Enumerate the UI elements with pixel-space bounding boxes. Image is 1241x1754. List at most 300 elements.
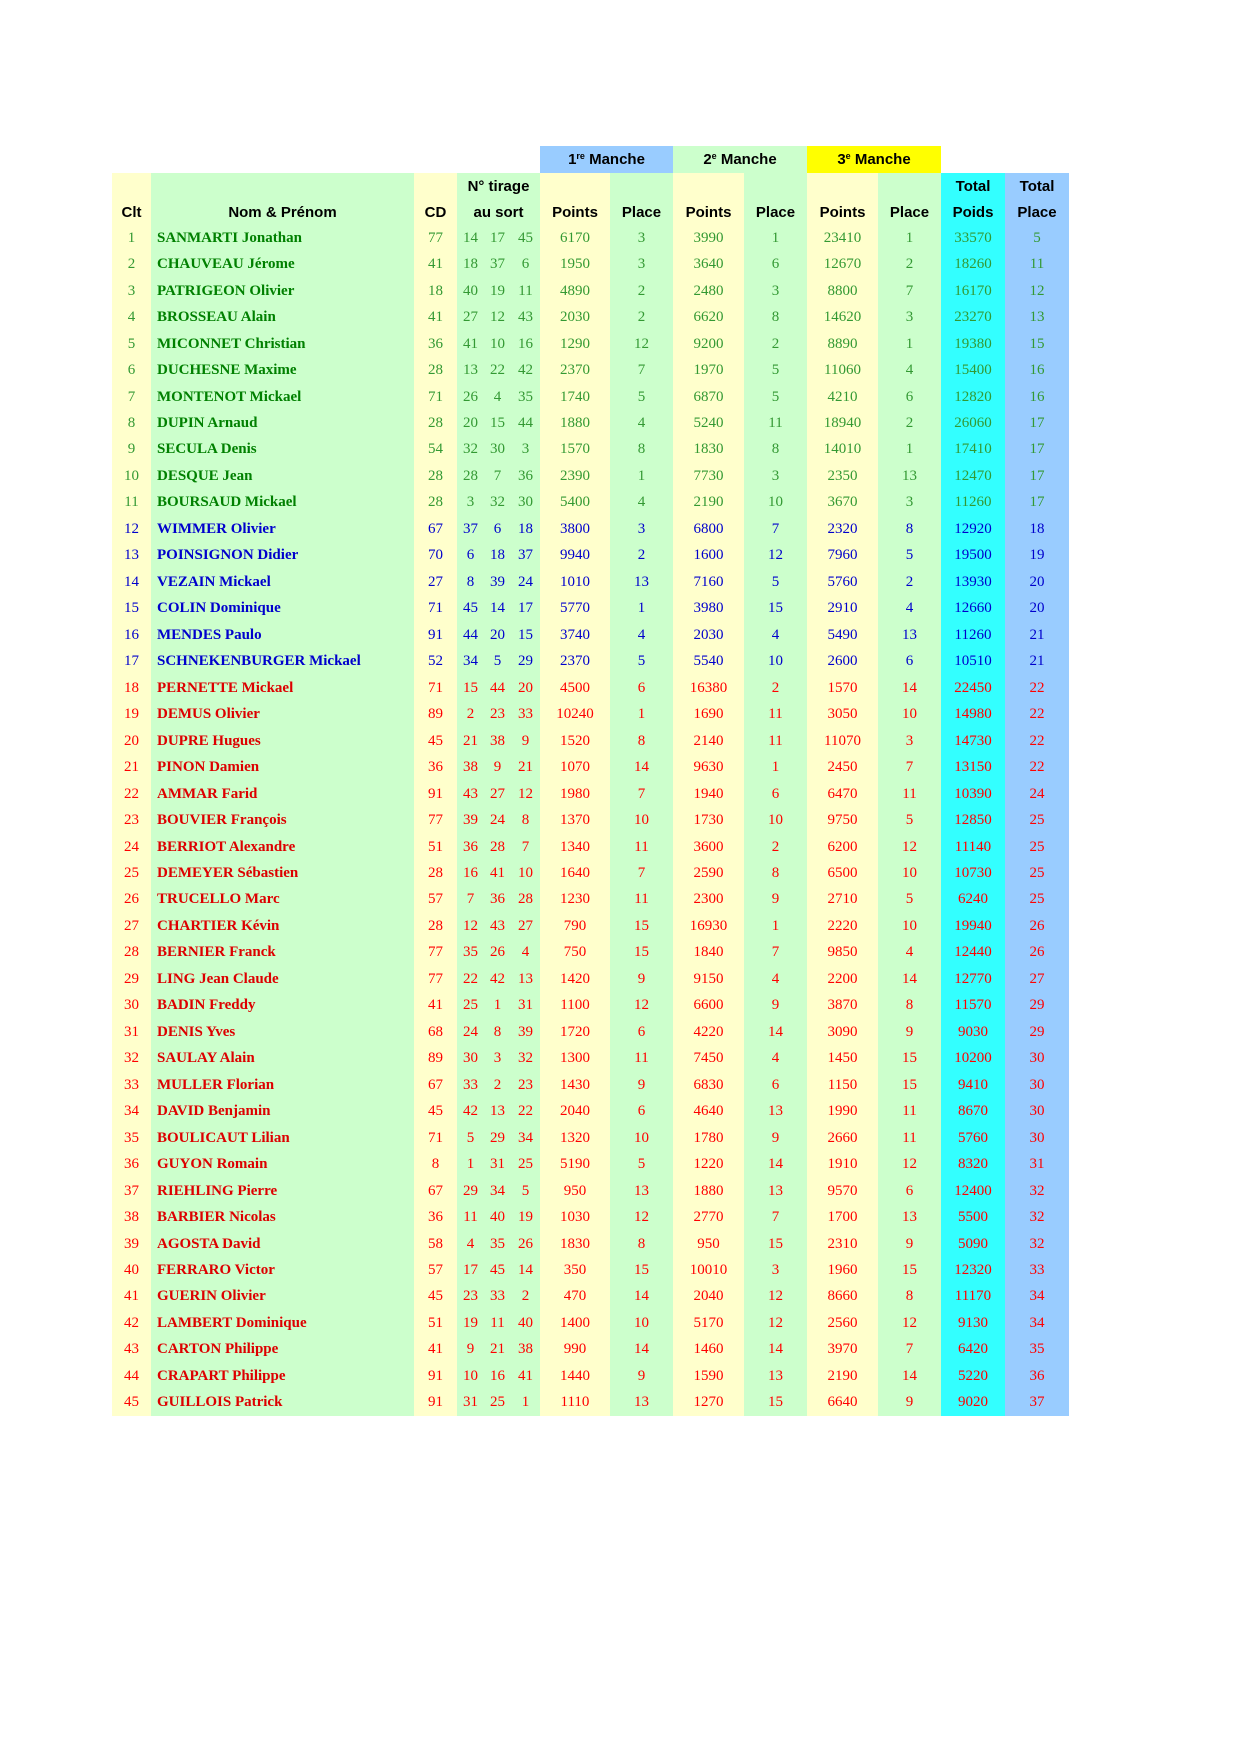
name-cell: CARTON Philippe (151, 1337, 414, 1363)
m3-place-cell: 9 (878, 1231, 941, 1257)
tirage-cell: 5 (511, 1178, 540, 1204)
m2-points-cell: 6830 (673, 1072, 744, 1098)
tirage-cell: 44 (511, 410, 540, 436)
m3-place-cell: 12 (878, 1310, 941, 1336)
m1-place-cell: 14 (610, 1337, 673, 1363)
m3-place-cell: 15 (878, 1072, 941, 1098)
name-cell: COLIN Dominique (151, 596, 414, 622)
total-place-cell: 22 (1005, 701, 1069, 727)
m1-points-cell: 1370 (540, 807, 610, 833)
m2-place-cell: 7 (744, 940, 807, 966)
cd-cell: 67 (414, 1178, 457, 1204)
m3-place-cell: 1 (878, 331, 941, 357)
total-place-header: Place (1005, 199, 1069, 225)
rank-cell: 29 (112, 966, 151, 992)
m1-place-cell: 7 (610, 781, 673, 807)
m3-points-cell: 8800 (807, 278, 878, 304)
m3-points-cell: 5490 (807, 622, 878, 648)
m3-points-cell: 2600 (807, 649, 878, 675)
tirage-cell: 7 (457, 887, 484, 913)
name-cell: DEMUS Olivier (151, 701, 414, 727)
m2-points-cell: 7160 (673, 569, 744, 595)
tirage-cell: 20 (457, 410, 484, 436)
m3-place-cell: 10 (878, 860, 941, 886)
m1-place-cell: 1 (610, 701, 673, 727)
name-cell: SCHNEKENBURGER Mickael (151, 649, 414, 675)
total-poids-cell: 9030 (941, 1019, 1005, 1045)
m1-points-cell: 3800 (540, 516, 610, 542)
total-place-cell: 5 (1005, 225, 1069, 251)
tirage-cell: 23 (511, 1072, 540, 1098)
tirage-cell: 5 (457, 1125, 484, 1151)
cd-cell: 70 (414, 543, 457, 569)
tirage-cell: 2 (457, 701, 484, 727)
m3-place-cell: 3 (878, 304, 941, 330)
rank-cell: 5 (112, 331, 151, 357)
total-poids-cell: 17410 (941, 437, 1005, 463)
cd-cell: 41 (414, 251, 457, 277)
tirage-cell: 29 (457, 1178, 484, 1204)
rank-cell: 24 (112, 834, 151, 860)
m1-points-cell: 6170 (540, 225, 610, 251)
tirage-cell: 6 (511, 251, 540, 277)
m1-points-cell: 5770 (540, 596, 610, 622)
m3-points-cell: 2560 (807, 1310, 878, 1336)
total-place-cell: 32 (1005, 1178, 1069, 1204)
m1-points-cell: 1740 (540, 384, 610, 410)
tirage-cell: 36 (484, 887, 511, 913)
m2-points-cell: 16930 (673, 913, 744, 939)
cd-cell: 68 (414, 1019, 457, 1045)
tirage-cell: 32 (457, 437, 484, 463)
total-poids-cell: 11570 (941, 993, 1005, 1019)
cd-cell: 54 (414, 437, 457, 463)
tirage-cell: 9 (457, 1337, 484, 1363)
m1-place-cell: 13 (610, 569, 673, 595)
cd-cell: 67 (414, 516, 457, 542)
tirage-cell: 29 (484, 1125, 511, 1151)
total-poids-cell: 12920 (941, 516, 1005, 542)
m2-place-cell: 15 (744, 596, 807, 622)
table-row (112, 754, 1069, 780)
table-row (112, 251, 1069, 277)
m1-place-cell: 13 (610, 1178, 673, 1204)
rank-cell: 7 (112, 384, 151, 410)
name-cell: BOURSAUD Mickael (151, 490, 414, 516)
total-poids-cell: 6240 (941, 887, 1005, 913)
total-poids-cell: 5500 (941, 1204, 1005, 1230)
m3-points-cell: 6200 (807, 834, 878, 860)
name-cell: PINON Damien (151, 754, 414, 780)
total-poids-cell: 12400 (941, 1178, 1005, 1204)
tirage-cell: 36 (457, 834, 484, 860)
m1-points-cell: 1300 (540, 1046, 610, 1072)
tirage-cell: 2 (511, 1284, 540, 1310)
tirage-cell: 9 (484, 754, 511, 780)
total-poids-cell: 19380 (941, 331, 1005, 357)
table-row (112, 807, 1069, 833)
m2-place-cell: 2 (744, 675, 807, 701)
m2-points-cell: 950 (673, 1231, 744, 1257)
tirage-cell: 12 (457, 913, 484, 939)
m2-points-cell: 1600 (673, 543, 744, 569)
m1-place-cell: 4 (610, 410, 673, 436)
m3-points-cell: 9570 (807, 1178, 878, 1204)
table-row (112, 728, 1069, 754)
m2-place-cell: 5 (744, 569, 807, 595)
total-place-cell: 26 (1005, 913, 1069, 939)
cd-cell: 36 (414, 1204, 457, 1230)
table-row (112, 225, 1069, 251)
m2-points-header-top (673, 173, 744, 199)
tirage-cell: 17 (484, 225, 511, 251)
m1-points-cell: 1980 (540, 781, 610, 807)
tirage-cell: 41 (457, 331, 484, 357)
total-poids-cell: 16170 (941, 278, 1005, 304)
name-cell: CRAPART Philippe (151, 1363, 414, 1389)
tirage-cell: 14 (511, 1257, 540, 1283)
m1-place-cell: 6 (610, 675, 673, 701)
table-row (112, 1337, 1069, 1363)
tirage-cell: 44 (484, 675, 511, 701)
tirage-cell: 1 (457, 1151, 484, 1177)
name-cell: VEZAIN Mickael (151, 569, 414, 595)
total-place-cell: 13 (1005, 304, 1069, 330)
table-row (112, 940, 1069, 966)
m2-place-cell: 3 (744, 278, 807, 304)
m1-points-cell: 3740 (540, 622, 610, 648)
tirage-cell: 45 (511, 225, 540, 251)
tirage-cell: 3 (511, 437, 540, 463)
tirage-cell: 40 (511, 1310, 540, 1336)
m2-points-cell: 1590 (673, 1363, 744, 1389)
m1-place-header: Place (610, 199, 673, 225)
tirage-cell: 24 (457, 1019, 484, 1045)
tirage-cell: 10 (511, 860, 540, 886)
tirage-cell: 37 (511, 543, 540, 569)
table-row (112, 490, 1069, 516)
m1-place-cell: 4 (610, 622, 673, 648)
tirage-cell: 15 (511, 622, 540, 648)
m3-place-cell: 8 (878, 516, 941, 542)
rank-cell: 2 (112, 251, 151, 277)
table-row (112, 1072, 1069, 1098)
m3-place-cell: 13 (878, 463, 941, 489)
name-cell: PATRIGEON Olivier (151, 278, 414, 304)
m3-points-cell: 3670 (807, 490, 878, 516)
total-place-cell: 17 (1005, 490, 1069, 516)
tirage-cell: 42 (484, 966, 511, 992)
m3-place-cell: 11 (878, 1125, 941, 1151)
m1-points-cell: 1430 (540, 1072, 610, 1098)
total-place-cell: 29 (1005, 993, 1069, 1019)
tirage-cell: 31 (484, 1151, 511, 1177)
m2-points-header: Points (673, 199, 744, 225)
m1-points-cell: 1110 (540, 1390, 610, 1416)
rank-cell: 20 (112, 728, 151, 754)
m2-points-cell: 6800 (673, 516, 744, 542)
total-poids-cell: 19940 (941, 913, 1005, 939)
total-poids-cell: 9130 (941, 1310, 1005, 1336)
m2-place-cell: 14 (744, 1151, 807, 1177)
m1-place-cell: 6 (610, 1019, 673, 1045)
m2-place-cell: 5 (744, 384, 807, 410)
m2-place-cell: 2 (744, 331, 807, 357)
cd-cell: 71 (414, 596, 457, 622)
table-row (112, 569, 1069, 595)
m3-place-cell: 11 (878, 1098, 941, 1124)
m2-place-cell: 10 (744, 490, 807, 516)
total-poids-cell: 11170 (941, 1284, 1005, 1310)
cd-cell: 91 (414, 1363, 457, 1389)
m1-place-cell: 3 (610, 225, 673, 251)
name-cell: CHARTIER Kévin (151, 913, 414, 939)
total-poids-cell: 14980 (941, 701, 1005, 727)
m1-points-cell: 470 (540, 1284, 610, 1310)
name-cell: BARBIER Nicolas (151, 1204, 414, 1230)
tirage-cell: 13 (484, 1098, 511, 1124)
m1-place-cell: 2 (610, 278, 673, 304)
m3-points-cell: 2660 (807, 1125, 878, 1151)
m2-points-cell: 1830 (673, 437, 744, 463)
m2-place-cell: 15 (744, 1390, 807, 1416)
cd-cell: 71 (414, 675, 457, 701)
m1-place-cell: 12 (610, 1204, 673, 1230)
cd-cell: 91 (414, 1390, 457, 1416)
total-poids-cell: 18260 (941, 251, 1005, 277)
header-spacer (112, 146, 540, 173)
tirage-cell: 37 (484, 251, 511, 277)
name-cell: GUYON Romain (151, 1151, 414, 1177)
total-place-cell: 26 (1005, 940, 1069, 966)
total-poids-cell: 15400 (941, 357, 1005, 383)
m3-place-cell: 13 (878, 1204, 941, 1230)
m3-points-cell: 2310 (807, 1231, 878, 1257)
total-place-cell: 25 (1005, 887, 1069, 913)
rank-cell: 14 (112, 569, 151, 595)
m2-place-cell: 13 (744, 1098, 807, 1124)
total-place-cell: 21 (1005, 622, 1069, 648)
tirage-cell: 35 (484, 1231, 511, 1257)
m2-points-cell: 1690 (673, 701, 744, 727)
m3-place-cell: 7 (878, 1337, 941, 1363)
name-cell: LAMBERT Dominique (151, 1310, 414, 1336)
tirage-cell: 2 (484, 1072, 511, 1098)
m2-place-cell: 9 (744, 887, 807, 913)
m1-place-cell: 11 (610, 1046, 673, 1072)
results-table (112, 146, 1069, 1416)
m3-points-cell: 1910 (807, 1151, 878, 1177)
m2-place-cell: 15 (744, 1231, 807, 1257)
rank-cell: 16 (112, 622, 151, 648)
m1-points-cell: 1230 (540, 887, 610, 913)
m1-place-cell: 9 (610, 1072, 673, 1098)
rank-cell: 10 (112, 463, 151, 489)
m1-points-cell: 10240 (540, 701, 610, 727)
m3-points-cell: 2450 (807, 754, 878, 780)
total-poids-cell: 14730 (941, 728, 1005, 754)
tirage-cell: 11 (457, 1204, 484, 1230)
name-cell: SANMARTI Jonathan (151, 225, 414, 251)
total-poids-cell: 8320 (941, 1151, 1005, 1177)
m2-place-header-top (744, 173, 807, 199)
tirage-cell: 38 (457, 754, 484, 780)
rank-cell: 1 (112, 225, 151, 251)
m2-place-cell: 8 (744, 304, 807, 330)
m2-place-cell: 13 (744, 1363, 807, 1389)
tirage-cell: 5 (484, 649, 511, 675)
tirage-cell: 14 (457, 225, 484, 251)
tirage-cell: 20 (484, 622, 511, 648)
cd-cell: 41 (414, 1337, 457, 1363)
total-poids-header: Poids (941, 199, 1005, 225)
m1-place-cell: 4 (610, 490, 673, 516)
table-row (112, 993, 1069, 1019)
cd-cell: 45 (414, 1098, 457, 1124)
name-cell: DEMEYER Sébastien (151, 860, 414, 886)
tirage-cell: 38 (511, 1337, 540, 1363)
m2-place-cell: 1 (744, 225, 807, 251)
m3-points-cell: 4210 (807, 384, 878, 410)
total-place-cell: 22 (1005, 675, 1069, 701)
m2-place-cell: 7 (744, 516, 807, 542)
cd-cell: 45 (414, 1284, 457, 1310)
rank-cell: 23 (112, 807, 151, 833)
m2-place-cell: 12 (744, 1284, 807, 1310)
m2-place-cell: 11 (744, 728, 807, 754)
tirage-cell: 17 (457, 1257, 484, 1283)
rank-cell: 44 (112, 1363, 151, 1389)
name-cell: WIMMER Olivier (151, 516, 414, 542)
m3-points-cell: 9750 (807, 807, 878, 833)
total-place-cell: 30 (1005, 1072, 1069, 1098)
m2-points-cell: 1970 (673, 357, 744, 383)
total-place-cell: 29 (1005, 1019, 1069, 1045)
m1-points-cell: 350 (540, 1257, 610, 1283)
m3-place-cell: 14 (878, 675, 941, 701)
tirage-cell: 3 (457, 490, 484, 516)
total-place-cell: 34 (1005, 1310, 1069, 1336)
tirage-cell: 31 (457, 1390, 484, 1416)
total-place-cell: 36 (1005, 1363, 1069, 1389)
cd-cell: 71 (414, 1125, 457, 1151)
m3-points-header-top (807, 173, 878, 199)
m2-place-cell: 5 (744, 357, 807, 383)
total-place-cell: 30 (1005, 1098, 1069, 1124)
m3-place-cell: 14 (878, 966, 941, 992)
tirage-cell: 7 (484, 463, 511, 489)
name-cell: BROSSEAU Alain (151, 304, 414, 330)
cd-cell: 36 (414, 331, 457, 357)
m1-place-cell: 6 (610, 1098, 673, 1124)
m2-place-cell: 6 (744, 251, 807, 277)
tirage-cell: 43 (511, 304, 540, 330)
total-place-cell: 35 (1005, 1337, 1069, 1363)
m2-points-cell: 2190 (673, 490, 744, 516)
tirage-cell: 31 (511, 993, 540, 1019)
tirage-cell: 32 (484, 490, 511, 516)
table-row (112, 834, 1069, 860)
m2-points-cell: 1780 (673, 1125, 744, 1151)
m3-points-cell: 2190 (807, 1363, 878, 1389)
m3-place-cell: 12 (878, 1151, 941, 1177)
tirage-cell: 16 (457, 860, 484, 886)
tirage-cell: 11 (484, 1310, 511, 1336)
nom-header: Nom & Prénom (151, 199, 414, 225)
total-poids-cell: 5760 (941, 1125, 1005, 1151)
tirage-cell: 28 (484, 834, 511, 860)
name-cell: BERRIOT Alexandre (151, 834, 414, 860)
m3-points-cell: 2220 (807, 913, 878, 939)
m2-points-cell: 5170 (673, 1310, 744, 1336)
m1-points-cell: 1010 (540, 569, 610, 595)
cd-cell: 41 (414, 304, 457, 330)
tirage-cell: 43 (457, 781, 484, 807)
m1-points-cell: 1440 (540, 1363, 610, 1389)
tirage-cell: 24 (511, 569, 540, 595)
table-row (112, 1125, 1069, 1151)
m1-place-cell: 1 (610, 463, 673, 489)
rank-cell: 28 (112, 940, 151, 966)
table-row (112, 304, 1069, 330)
m2-place-header: Place (744, 199, 807, 225)
clt-header-top (112, 173, 151, 199)
m2-place-cell: 2 (744, 834, 807, 860)
rank-cell: 36 (112, 1151, 151, 1177)
m1-points-cell: 1720 (540, 1019, 610, 1045)
table-row (112, 675, 1069, 701)
m2-place-cell: 6 (744, 1072, 807, 1098)
tirage-cell: 8 (457, 569, 484, 595)
cd-cell: 18 (414, 278, 457, 304)
m3-points-cell: 1960 (807, 1257, 878, 1283)
cd-cell: 89 (414, 1046, 457, 1072)
rank-cell: 33 (112, 1072, 151, 1098)
m2-points-cell: 9150 (673, 966, 744, 992)
total-place-cell: 37 (1005, 1390, 1069, 1416)
m3-place-cell: 2 (878, 251, 941, 277)
tirage-cell: 33 (511, 701, 540, 727)
total-place-cell: 32 (1005, 1204, 1069, 1230)
m1-points-cell: 1030 (540, 1204, 610, 1230)
cd-cell: 77 (414, 807, 457, 833)
m3-place-header: Place (878, 199, 941, 225)
cd-cell: 45 (414, 728, 457, 754)
m3-place-cell: 8 (878, 1284, 941, 1310)
cd-cell: 58 (414, 1231, 457, 1257)
name-cell: DUCHESNE Maxime (151, 357, 414, 383)
total-place-cell: 15 (1005, 331, 1069, 357)
m2-place-cell: 7 (744, 1204, 807, 1230)
total-poids-cell: 33570 (941, 225, 1005, 251)
tirage-cell: 27 (484, 781, 511, 807)
m2-place-cell: 12 (744, 543, 807, 569)
total-place-cell: 33 (1005, 1257, 1069, 1283)
m2-points-cell: 2300 (673, 887, 744, 913)
cd-cell: 28 (414, 357, 457, 383)
m1-place-cell: 11 (610, 834, 673, 860)
m2-points-cell: 2590 (673, 860, 744, 886)
total-place-cell: 17 (1005, 463, 1069, 489)
m3-points-cell: 9850 (807, 940, 878, 966)
m3-points-cell: 2910 (807, 596, 878, 622)
tirage-cell: 37 (457, 516, 484, 542)
m3-place-cell: 1 (878, 225, 941, 251)
table-row (112, 331, 1069, 357)
m2-points-cell: 6620 (673, 304, 744, 330)
table-row (112, 543, 1069, 569)
m1-place-cell: 15 (610, 913, 673, 939)
